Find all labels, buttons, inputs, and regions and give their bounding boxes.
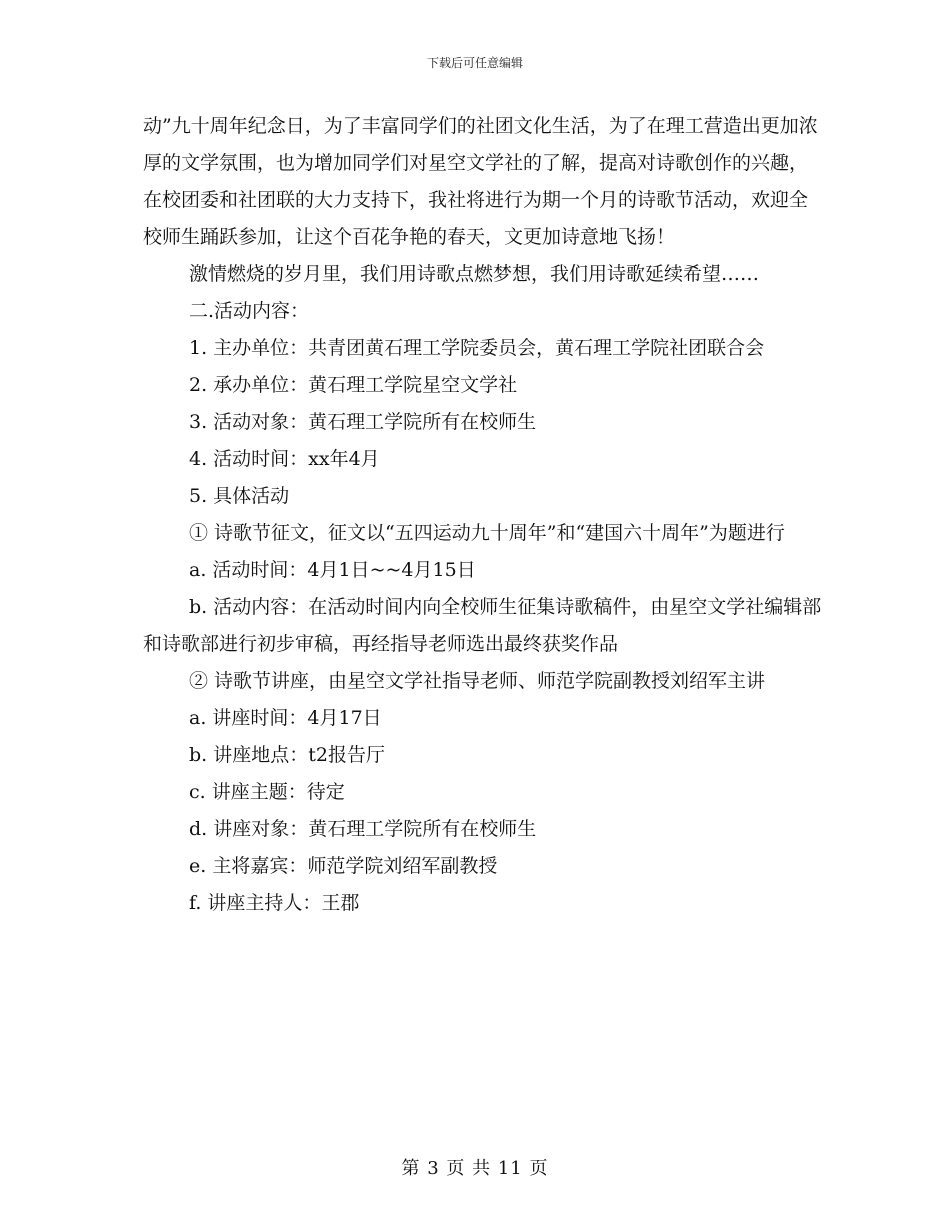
lecture-host: f. 讲座主持人：王郡 bbox=[189, 892, 360, 914]
lecture-location: b. 讲座地点：t2报告厅 bbox=[189, 744, 385, 766]
lecture-guest: e. 主将嘉宾：师范学院刘绍军副教授 bbox=[189, 855, 498, 877]
essay-time: a. 活动时间：4月1日~~4月15日 bbox=[189, 559, 476, 581]
section-heading-activity-content: 二.活动内容： bbox=[189, 300, 310, 322]
activity-poetry-lecture: ② 诗歌节讲座，由星空文学社指导老师、师范学院副教授刘绍军主讲 bbox=[189, 670, 766, 692]
page-number-footer: 第 3 页 共 11 页 bbox=[401, 1158, 549, 1179]
lecture-time: a. 讲座时间：4月17日 bbox=[189, 707, 382, 729]
document-body bbox=[143, 108, 823, 922]
paragraph-intro-continued: 动”九十周年纪念日，为了丰富同学们的社团文化生活，为了在理工营造出更加浓厚的文学氛围，也为增加同学们对星空文学社的了解，提高对诗歌创作的兴趣，在校团委和社团联的大力支持下，我社将进行为期一个月的诗歌节活动，欢迎全校师生踊跃参加，让这个百花争艳的春天，文更加诗意地飞扬！ bbox=[143, 115, 818, 248]
essay-content: b. 活动内容：在活动时间内向全校师生征集诗歌稿件，由星空文学社编辑部和诗歌部进行初步审稿，再经指导老师选出最终获奖作品 bbox=[143, 596, 822, 655]
list-item-specific-activities: 5. 具体活动 bbox=[189, 485, 290, 507]
page-header-note: 下载后可任意编辑 bbox=[426, 56, 523, 70]
lecture-audience: d. 讲座对象：黄石理工学院所有在校师生 bbox=[189, 818, 537, 840]
list-item-time: 4. 活动时间：xx年4月 bbox=[189, 448, 380, 470]
lecture-theme: c. 讲座主题：待定 bbox=[189, 781, 345, 803]
list-item-organizer: 1. 主办单位：共青团黄石理工学院委员会，黄石理工学院社团联合会 bbox=[189, 337, 765, 359]
list-item-audience: 3. 活动对象：黄石理工学院所有在校师生 bbox=[189, 411, 537, 433]
list-item-host-unit: 2. 承办单位：黄石理工学院星空文学社 bbox=[189, 374, 518, 396]
activity-poetry-essay: ① 诗歌节征文，征文以“五四运动九十周年”和“建国六十周年”为题进行 bbox=[189, 522, 785, 544]
paragraph-slogan: 激情燃烧的岁月里，我们用诗歌点燃梦想，我们用诗歌延续希望…… bbox=[189, 263, 760, 285]
